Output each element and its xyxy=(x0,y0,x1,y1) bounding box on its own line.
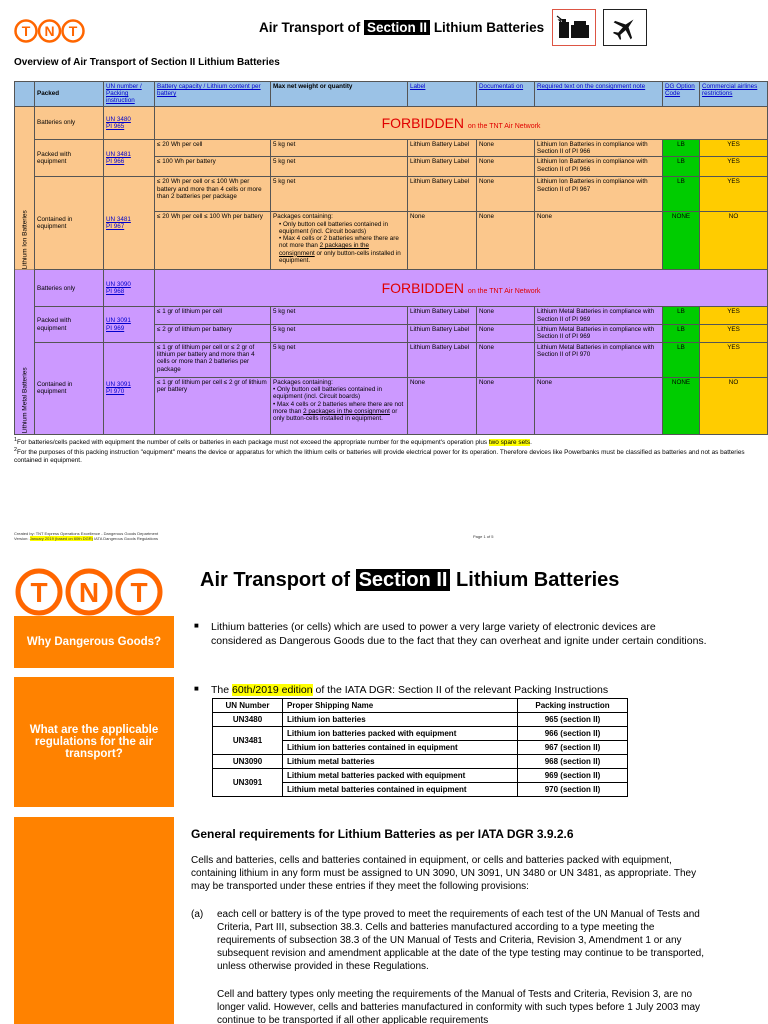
packed-cell: Contained in equipment xyxy=(35,342,104,434)
general-paragraph-a: (a) each cell or battery is of the type proved to meet the requirements of each test of the UN Manual of Tests and Criteria, Part III, subsection 38.3. Cells and batteries manufactured according to a type meeting the requirements of subsection 38.3 of the UN Manual of Tests and Criteria, Revision 3, Amendment 1 or any subsequent revision and amendment applicable at the date of the type testing may continue to be transported, unless otherwise provided in these Regulations. xyxy=(191,909,704,972)
header-airlines[interactable]: Commercial airlines restrictions xyxy=(700,82,768,107)
svg-text:T: T xyxy=(30,577,48,608)
required-text-cell: Lithium Ion Batteries in compliance with Section II of PI 967 xyxy=(535,177,663,212)
label-cell: Lithium Battery Label xyxy=(408,157,477,177)
footnotes xyxy=(14,437,759,465)
tnt-logo xyxy=(14,19,85,43)
required-text-cell: Lithium Metal Batteries in compliance with Section II of PI 970 xyxy=(535,342,663,377)
general-paragraph-1: Cells and batteries, cells and batteries contained in equipment, or cells and batteries packed with equipment, containing lithium in any form must be assigned to UN 3090, UN 3091, UN 3480 or UN 3481, as appropriate. They may be transported under these entries if they meet the following provisions: xyxy=(191,855,697,892)
airline-cell: NO xyxy=(700,212,768,270)
pi-link[interactable]: PI 969 xyxy=(106,324,125,332)
table-row xyxy=(15,107,768,140)
airline-cell: YES xyxy=(700,307,768,324)
svg-text:T: T xyxy=(21,23,31,39)
required-text-cell: None xyxy=(535,212,663,270)
table-row: Lithium metal batteries contained in equipment 970 (section II) xyxy=(213,783,628,797)
required-text-cell: Lithium Metal Batteries in compliance with Section II of PI 969 xyxy=(535,307,663,324)
packed-cell: Packed with equipment xyxy=(35,140,104,177)
table-row xyxy=(15,177,768,212)
header-required-text[interactable]: Required text on the consignment note xyxy=(535,82,663,107)
header-documentation[interactable]: Documentati on xyxy=(477,82,535,107)
forbidden-cell: FORBIDDEN on the TNT Air Network xyxy=(155,270,768,307)
airplane-icon xyxy=(603,9,647,46)
doc-cell: None xyxy=(477,157,535,177)
dg-code-cell: LB xyxy=(663,157,700,177)
hazard-icons xyxy=(552,9,647,46)
section-label-regulations: What are the applicable regulations for the air transport? xyxy=(14,677,174,807)
weight-cell: 5 kg net xyxy=(271,140,408,157)
weight-cell: 5 kg net xyxy=(271,342,408,377)
battery-device-icon xyxy=(552,9,596,46)
airline-cell: YES xyxy=(700,342,768,377)
capacity-cell: ≤ 1 gr of lithium per cell ≤ 2 gr of lithium per battery xyxy=(155,377,271,434)
dgr-table xyxy=(212,698,628,797)
pi-link[interactable]: PI 966 xyxy=(106,158,125,166)
bullet-regulations: ■ The 60th/2019 edition of the IATA DGR: Section II of the relevant Packing Instructions xyxy=(194,684,714,696)
table-row: UN3090 Lithium metal batteries 968 (section II) xyxy=(213,755,628,769)
title-highlight: Section II xyxy=(356,569,451,591)
group-label-metal: Lithium Metal Batteries xyxy=(15,270,35,434)
doc-cell: None xyxy=(477,307,535,324)
dg-code-cell: LB xyxy=(663,307,700,324)
airline-cell: YES xyxy=(700,177,768,212)
pi-link[interactable]: PI 967 xyxy=(106,223,125,231)
page-title: Air Transport of Section II Lithium Batteries xyxy=(259,20,545,35)
packed-cell: Batteries only xyxy=(35,107,104,140)
weight-cell: 5 kg net xyxy=(271,157,408,177)
label-cell: None xyxy=(408,212,477,270)
dg-code-cell: LB xyxy=(663,177,700,212)
pi-link[interactable]: PI 970 xyxy=(106,388,125,396)
footnote-2: $^2$For the purposes of this packing instruction "equipment" means the device or apparatus for which the lithium cells or batteries will provide electrical power for its operation. Therefore devices like Powerbanks must be classified as batteries and not as batteries contained in equipment. xyxy=(14,447,745,465)
un-cell xyxy=(104,270,155,307)
page-footer-left: Created by: TNT Express Operations Excellence - Dangerous Goods Department Version: January 2019 (based on 60th DGR) IATA Dangerous Goods Regulations xyxy=(14,531,159,542)
capacity-cell: ≤ 2 gr of lithium per battery xyxy=(155,324,271,342)
capacity-cell: ≤ 20 Wh per cell or ≤ 100 Wh per battery and more than 4 cells or more than 2 batteries per package xyxy=(155,177,271,212)
tnt-logo xyxy=(14,567,164,617)
airline-cell: YES xyxy=(700,324,768,342)
doc-cell: None xyxy=(477,140,535,157)
doc-cell: None xyxy=(477,212,535,270)
dg-code-cell: LB xyxy=(663,324,700,342)
un-cell xyxy=(104,140,155,177)
label-cell: Lithium Battery Label xyxy=(408,342,477,377)
label-cell: Lithium Battery Label xyxy=(408,177,477,212)
un-cell xyxy=(104,307,155,342)
weight-cell: Packages containing: • Only button cell batteries contained in equipment (incl. Circuit boards) • Max 4 cells or 2 batteries where there are not more than 2 packages in the consignment or only button-cells installed in equipment. xyxy=(271,212,408,270)
packed-cell: Batteries only xyxy=(35,270,104,307)
svg-text:N: N xyxy=(78,577,100,608)
airline-cell: YES xyxy=(700,157,768,177)
capacity-cell: ≤ 20 Wh per cell xyxy=(155,140,271,157)
dg-code-cell: NONE xyxy=(663,377,700,434)
un-link[interactable]: UN 3480 xyxy=(106,115,131,123)
general-requirements-heading: General requirements for Lithium Batteries as per IATA DGR 3.9.2.6 xyxy=(191,827,574,841)
un-link[interactable]: UN 3090 xyxy=(106,281,131,289)
footnote-1: $^1$For batteries/cells packed with equipment the number of cells or batteries in each package must not exceed the appropriate number for the equipment's operation plus two spare sets. xyxy=(14,437,532,447)
doc-cell: None xyxy=(477,324,535,342)
section-label-general xyxy=(14,817,174,1024)
required-text-cell: Lithium Ion Batteries in compliance with Section II of PI 966 xyxy=(535,140,663,157)
pi-link[interactable]: PI 968 xyxy=(106,288,125,296)
table-row: UN3480 Lithium ion batteries 965 (section II) xyxy=(213,713,628,727)
bullet-why: ■ Lithium batteries (or cells) which are used to power a very large variety of electronic devices are considered as Dangerous Goods due to the fact that they can overheat and ignite under certain conditions. xyxy=(194,621,709,648)
table-row: UN3091 Lithium metal batteries packed with equipment 969 (section II) xyxy=(213,769,628,783)
weight-cell: 5 kg net xyxy=(271,177,408,212)
capacity-cell: ≤ 100 Wh per battery xyxy=(155,157,271,177)
packed-cell: Contained in equipment xyxy=(35,177,104,270)
dg-code-cell: LB xyxy=(663,140,700,157)
table-row xyxy=(15,307,768,324)
page-number: Page 1 of 5 xyxy=(473,534,494,539)
dg-code-cell: NONE xyxy=(663,212,700,270)
table-row: Lithium ion batteries contained in equipment 967 (section II) xyxy=(213,741,628,755)
header-dg-option[interactable]: DG Option Code xyxy=(663,82,700,107)
un-link[interactable]: UN 3481 xyxy=(106,216,131,224)
svg-text:T: T xyxy=(130,577,148,608)
doc-cell: None xyxy=(477,342,535,377)
header-capacity[interactable]: Battery capacity / Lithium content per battery xyxy=(155,82,271,107)
general-paragraph-3: Cell and battery types only meeting the requirements of the Manual of Tests and Criteria, Revision 3, are no longer valid. However, cells and batteries manufactured in conformity with such types before 1 July 2003 may continue to be transported if all other applicable requirements xyxy=(217,989,701,1024)
weight-cell: 5 kg net xyxy=(271,324,408,342)
group-label-ion: Lithium Ion Batteries xyxy=(15,107,35,270)
airline-cell: NO xyxy=(700,377,768,434)
table-row xyxy=(15,270,768,307)
overview-title: Overview of Air Transport of Section II Lithium Batteries xyxy=(14,57,280,68)
forbidden-cell: FORBIDDEN on the TNT Air Network xyxy=(155,107,768,140)
doc-cell: None xyxy=(477,177,535,212)
label-cell: Lithium Battery Label xyxy=(408,324,477,342)
svg-text:T: T xyxy=(68,23,78,39)
title-highlight: Section II xyxy=(364,20,430,35)
pi-link[interactable]: PI 965 xyxy=(106,123,125,130)
un-link[interactable]: UN 3091 xyxy=(106,381,131,389)
un-link[interactable]: UN 3481 xyxy=(106,151,131,158)
un-cell xyxy=(104,342,155,434)
packed-cell: Packed with equipment xyxy=(35,307,104,342)
table-row xyxy=(15,342,768,377)
capacity-cell: ≤ 20 Wh per cell ≤ 100 Wh per battery xyxy=(155,212,271,270)
un-link[interactable]: UN 3091 xyxy=(106,317,131,325)
dg-code-cell: LB xyxy=(663,342,700,377)
label-cell: Lithium Battery Label xyxy=(408,140,477,157)
label-cell: Lithium Battery Label xyxy=(408,307,477,324)
required-text-cell: Lithium Metal Batteries in compliance with Section II of PI 969 xyxy=(535,324,663,342)
airline-cell: YES xyxy=(700,140,768,157)
weight-cell: 5 kg net xyxy=(271,307,408,324)
weight-cell: Packages containing: • Only button cell batteries contained in equipment (incl. Circuit boards) • Max 4 cells or 2 batteries where there are not more than 2 packages in the consignment or only button-cells installed in equipment. xyxy=(271,377,408,434)
section-label-why: Why Dangerous Goods? xyxy=(14,616,174,668)
table-row xyxy=(15,140,768,157)
required-text-cell: Lithium Ion Batteries in compliance with Section II of PI 966 xyxy=(535,157,663,177)
header-label[interactable]: Label xyxy=(408,82,477,107)
header-un[interactable]: UN number / Packing instruction xyxy=(104,82,155,107)
required-text-cell: None xyxy=(535,377,663,434)
header-weight: Max net weight or quantity xyxy=(271,82,408,107)
capacity-cell: ≤ 1 gr of lithium per cell xyxy=(155,307,271,324)
dgr-header-row: UN Number Proper Shipping Name Packing instruction xyxy=(213,699,628,713)
lithium-overview-table xyxy=(14,81,768,435)
un-cell xyxy=(104,177,155,270)
table-header-row xyxy=(15,82,768,107)
un-cell xyxy=(104,107,155,140)
page-title-2: Air Transport of Section II Lithium Batteries xyxy=(200,569,620,591)
table-row: UN3481 Lithium ion batteries packed with equipment 966 (section II) xyxy=(213,727,628,741)
header-packed: Packed xyxy=(35,82,104,107)
doc-cell: None xyxy=(477,377,535,434)
capacity-cell: ≤ 1 gr of lithium per cell or ≤ 2 gr of lithium per battery and more than 4 cells or more than 2 batteries per package xyxy=(155,342,271,377)
svg-text:N: N xyxy=(44,23,55,39)
label-cell: None xyxy=(408,377,477,434)
